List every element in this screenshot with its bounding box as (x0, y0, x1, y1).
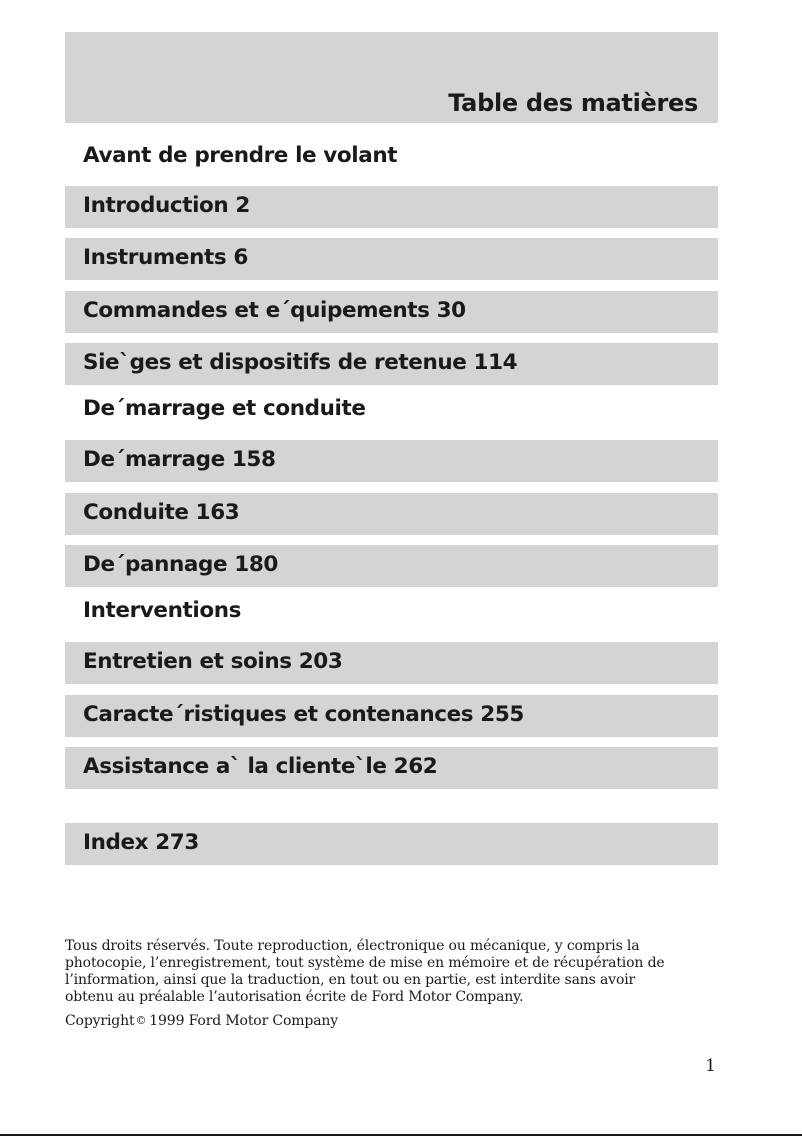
page-number: 1 (705, 1056, 716, 1076)
legal-notice (65, 938, 725, 1006)
toc-entry-instruments[interactable] (65, 238, 718, 280)
toc-entry-label: Entretien et soins 203 (83, 649, 343, 674)
toc-entry-label: De´marrage 158 (83, 447, 276, 472)
toc-entry-label: Index 273 (83, 830, 199, 855)
toc-entry-index[interactable] (65, 823, 718, 865)
bottom-rule (0, 1134, 802, 1136)
toc-entry-label: Sie`ges et dispositifs de retenue 114 (83, 350, 518, 375)
toc-entry-depannage[interactable] (65, 545, 718, 587)
copyright-text: 1999 Ford Motor Company (149, 1013, 339, 1029)
copyright-prefix: Copyright (65, 1013, 135, 1029)
toc-entry-label: Introduction 2 (83, 193, 250, 218)
toc-entry-conduite[interactable] (65, 493, 718, 535)
header-band (65, 32, 718, 123)
section-heading-avant: Avant de prendre le volant (83, 143, 398, 168)
toc-entry-demarrage[interactable] (65, 440, 718, 482)
toc-entry-label: Assistance a` la cliente`le 262 (83, 754, 438, 779)
page-title: Table des matières (448, 89, 698, 117)
legal-line: l’information, ainsi que la traduction, en tout ou en partie, est interdite sans avoir (65, 972, 636, 988)
legal-line: photocopie, l’enregistrement, tout système de mise en mémoire et de récupération de (65, 955, 665, 971)
toc-entry-label: Instruments 6 (83, 245, 248, 270)
toc-entry-label: De´pannage 180 (83, 552, 278, 577)
toc-entry-entretien[interactable] (65, 642, 718, 684)
copyright-line (65, 1013, 338, 1029)
section-heading-demarrage-conduite: De´marrage et conduite (83, 396, 366, 421)
toc-entry-caracteristiques[interactable] (65, 695, 718, 737)
toc-entry-label: Commandes et e´quipements 30 (83, 298, 466, 323)
toc-entry-sieges[interactable] (65, 343, 718, 385)
copyright-icon: © (135, 1014, 147, 1027)
toc-entry-label: Conduite 163 (83, 500, 240, 525)
toc-entry-assistance[interactable] (65, 747, 718, 789)
toc-entry-label: Caracte´ristiques et contenances 255 (83, 702, 524, 727)
toc-entry-commandes[interactable] (65, 291, 718, 333)
legal-line: obtenu au préalable l’autorisation écrite de Ford Motor Company. (65, 989, 524, 1005)
legal-line: Tous droits réservés. Toute reproduction, électronique ou mécanique, y compris la (65, 938, 640, 954)
toc-entry-introduction[interactable] (65, 186, 718, 228)
section-heading-interventions: Interventions (83, 598, 241, 623)
